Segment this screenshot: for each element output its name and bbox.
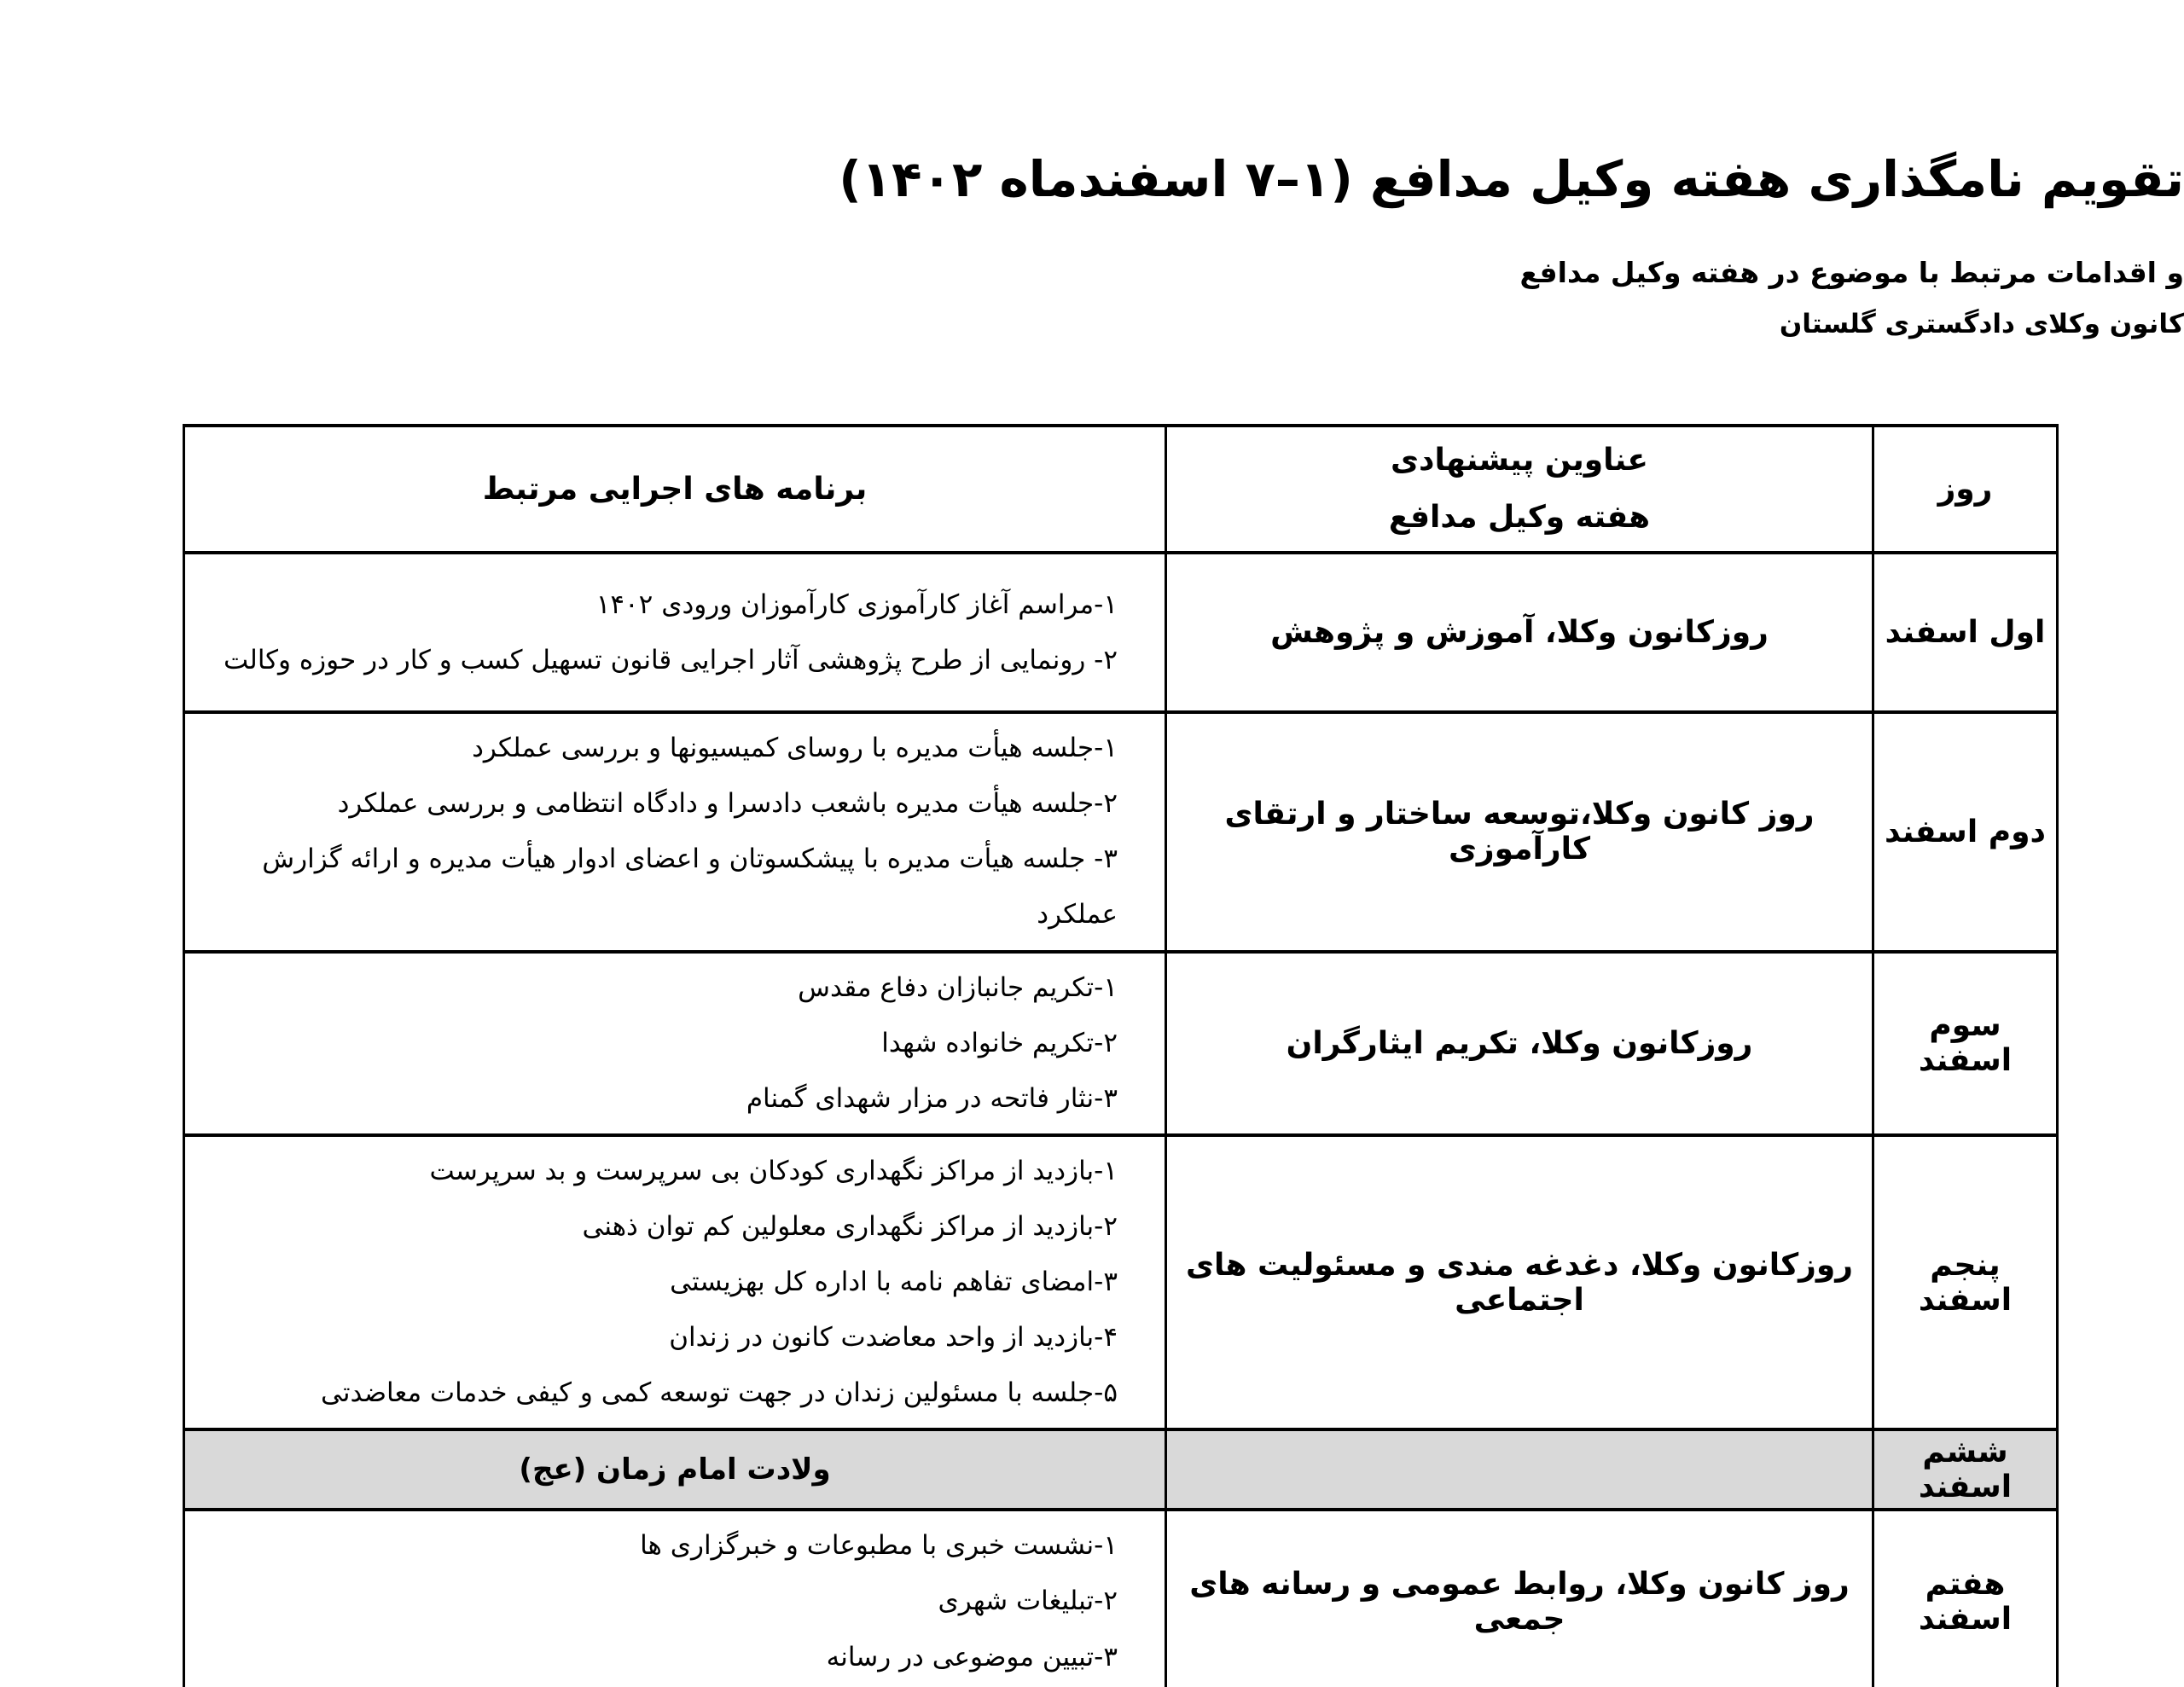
week-title-cell: روزکانون وکلا، تکریم ایثارگران: [1166, 952, 1873, 1135]
table-row: [184, 553, 2058, 712]
day-cell: دوم اسفند: [1873, 712, 2058, 951]
program-item: ۲- رونمایی از طرح پژوهشی آثار اجرایی قانون تسهیل کسب و کار در حوزه وکالت: [223, 644, 1118, 675]
program-item: ۲-تبلیغات شهری: [938, 1586, 1118, 1617]
day-cell: سوم اسفند: [1873, 952, 2058, 1135]
program-item: ۳-نثار فاتحه در مزار شهدای گمنام: [746, 1082, 1118, 1114]
programs-list: [206, 960, 1118, 1127]
header-week-titles-line1: عناوین پیشنهادی: [1391, 443, 1648, 478]
program-item: ۳-امضای تفاهم نامه با اداره کل بهزیستی: [670, 1267, 1118, 1298]
programs-cell: [184, 952, 1166, 1135]
table-header-row: [184, 426, 2058, 553]
day-cell: هفتم اسفند: [1873, 1510, 2058, 1687]
programs-cell: [184, 712, 1166, 951]
program-item: ۱-بازدید از مراکز نگهداری کودکان بی سرپرست و بد سرپرست: [429, 1155, 1118, 1186]
week-title-cell: روز کانون وکلا،توسعه ساختار و ارتقای کارآموزی: [1166, 712, 1873, 951]
program-item: ۱-نشست خبری با مطبوعات و خبرگزاری ها: [640, 1530, 1118, 1562]
day-cell: پنجم اسفند: [1873, 1135, 2058, 1429]
header-programs: برنامه های اجرایی مرتبط: [184, 426, 1166, 553]
table-body: [184, 553, 2058, 1687]
program-item: ۲-بازدید از مراکز نگهداری معلولین کم توان ذهنی: [582, 1210, 1118, 1242]
day-cell: اول اسفند: [1873, 553, 2058, 712]
programs-list: [206, 1144, 1118, 1421]
table-row: [184, 712, 2058, 951]
program-item: ۱-جلسه هیأت مدیره با روسای کمیسیونها و بررسی عملکرد: [472, 733, 1118, 764]
table-row: [184, 1135, 2058, 1429]
header-day: روز: [1873, 426, 2058, 553]
organization-name: کانون وکلای دادگستری گلستان: [1779, 309, 2184, 339]
program-item: ۱-تکریم جانبازان دفاع مقدس: [798, 971, 1118, 1003]
program-item: ۳- جلسه هیأت مدیره با پیشکسوتان و اعضای ادوار هیأت مدیره و ارائه گزارش عملکرد: [262, 844, 1118, 930]
program-item: ۲-جلسه هیأت مدیره باشعب دادسرا و دادگاه انتظامی و بررسی عملکرد: [337, 788, 1118, 820]
document-title: تقویم نامگذاری هفته وکیل مدافع (۱–۷ اسفندماه ۱۴۰۲): [839, 150, 2184, 208]
table-row: [184, 1510, 2058, 1687]
programs-list: [206, 577, 1118, 688]
programs-cell: [184, 553, 1166, 712]
program-item: ۴-بازدید از واحد معاضدت کانون در زندان: [669, 1322, 1118, 1354]
document-subtitle: و اقدامات مرتبط با موضوع در هفته وکیل مدافع: [1519, 256, 2184, 289]
table-row: [184, 952, 2058, 1135]
header-week-titles-line2: هفته وکیل مدافع: [1388, 499, 1651, 535]
program-item: ۱-مراسم آغاز کارآموزی کارآموزان ورودی ۱۴۰۲: [595, 588, 1118, 620]
week-title-cell: روزکانون وکلا، آموزش و پژوهش: [1166, 553, 1873, 712]
programs-list: [206, 721, 1118, 942]
week-title-cell: [1166, 1429, 1873, 1510]
programs-list: [206, 1518, 1118, 1684]
programs-list: [194, 1451, 1156, 1488]
program-item: ولادت امام زمان (عج): [519, 1452, 831, 1487]
programs-cell: [184, 1429, 1166, 1510]
day-cell: ششم اسفند: [1873, 1429, 2058, 1510]
program-item: ۲-تکریم خانواده شهدا: [881, 1027, 1118, 1058]
week-title-cell: روز کانون وکلا، روابط عمومی و رسانه های جمعی: [1166, 1510, 1873, 1687]
header-week-titles: [1166, 426, 1873, 553]
table-row: [184, 1429, 2058, 1510]
programs-cell: [184, 1510, 1166, 1687]
programs-cell: [184, 1135, 1166, 1429]
program-item: ۳-تبیین موضوعی در رسانه: [826, 1641, 1118, 1673]
week-title-cell: روزکانون وکلا، دغدغه مندی و مسئولیت های اجتماعی: [1166, 1135, 1873, 1429]
program-item: ۵-جلسه با مسئولین زندان در جهت توسعه کمی و کیفی خدمات معاضدتی: [320, 1377, 1118, 1409]
calendar-table: [183, 424, 2059, 1687]
